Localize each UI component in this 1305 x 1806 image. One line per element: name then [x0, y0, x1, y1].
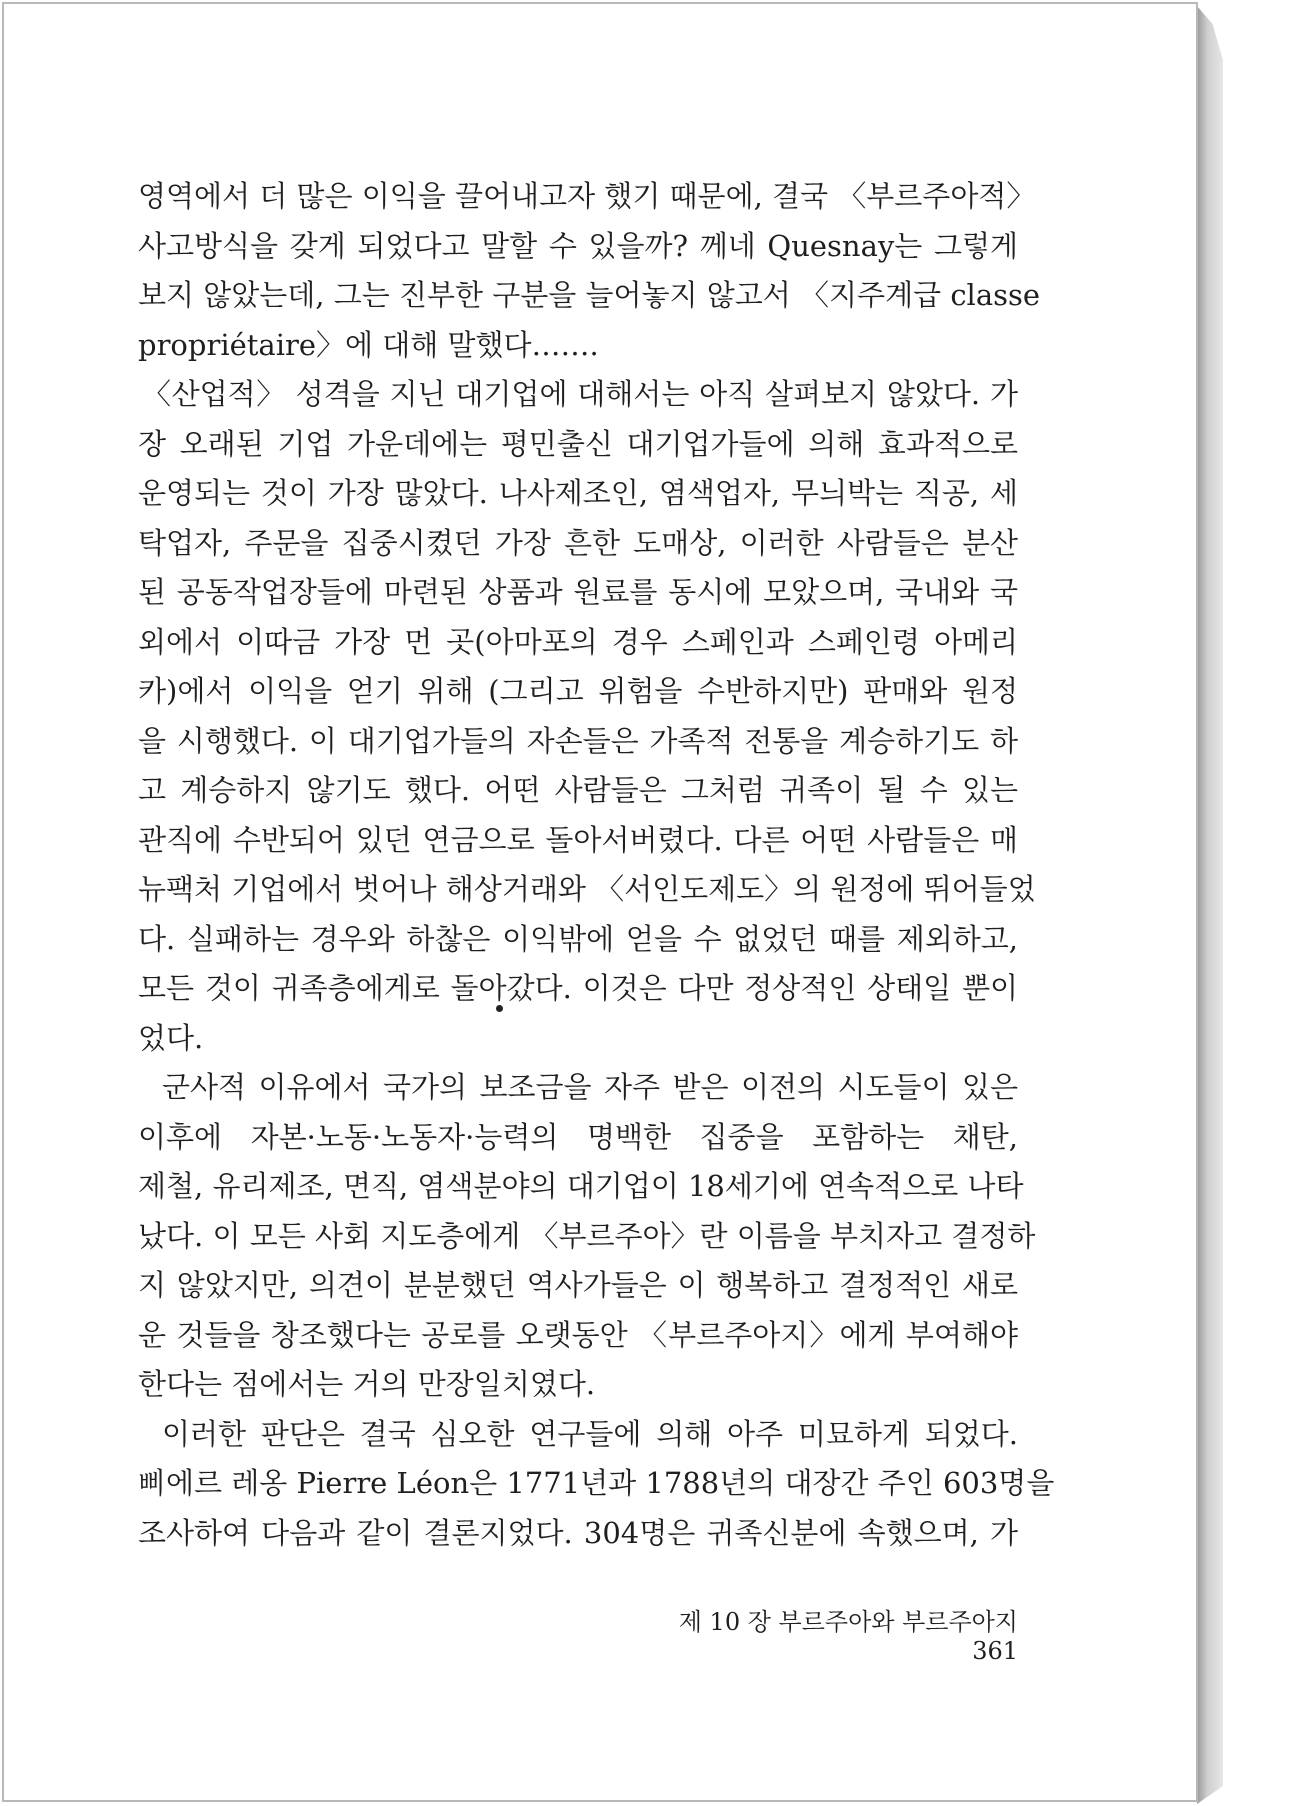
body-text — [138, 172, 1055, 1558]
text-line: 된 공동작업장들에 마련된 상품과 원료를 동시에 모았으며, 국내와 국 — [138, 575, 1018, 609]
text-line: 탁업자, 주문을 집중시켰던 가장 흔한 도매상, 이러한 사람들은 분산 — [138, 525, 1018, 560]
text-line: 삐에르 레옹 Pierre Léon은 1771년과 1788년의 대장간 주인 603명을 — [138, 1466, 1055, 1500]
text-line: 한다는 점에서는 거의 만장일치였다. — [138, 1367, 596, 1401]
text-line: 조사하여 다음과 같이 결론지었다. 304명은 귀족신분에 속했으며, 가 — [138, 1515, 1018, 1550]
text-line: 카)에서 이익을 얻기 위해 (그리고 위험을 수반하지만) 판매와 원정 — [138, 674, 1018, 708]
text-line: 보지 않았는데, 그는 진부한 구분을 늘어놓지 않고서 〈지주계급 classe — [138, 278, 1041, 312]
text-line: 이러한 판단은 결국 심오한 연구들에 의해 아주 미묘하게 되었다. — [162, 1416, 1018, 1451]
text-line: 영역에서 더 많은 이익을 끌어내고자 했기 때문에, 결국 〈부르주아적〉 — [138, 179, 1036, 213]
page-footer — [644, 1602, 1018, 1665]
text-line: 장 오래된 기업 가운데에는 평민출신 대기업가들에 의해 효과적으로 — [138, 426, 1018, 461]
text-line: propriétaire〉에 대해 말했다……. — [138, 327, 599, 362]
text-line: 었다. — [138, 1020, 204, 1055]
text-line: 관직에 수반되어 있던 연금으로 돌아서버렸다. 다른 어떤 사람들은 매 — [138, 822, 1018, 857]
text-line: 뉴팩처 기업에서 벗어나 해상거래와 〈서인도제도〉의 원정에 뛰어들었 — [138, 872, 1036, 906]
text-line: 모든 것이 귀족층에게로 돌아갔다. 이것은 다만 정상적인 상태일 뿐이 — [138, 971, 1018, 1005]
page-number: 361 — [972, 1637, 1018, 1665]
book-page — [2, 2, 1198, 1802]
text-line: 〈산업적〉 성격을 지닌 대기업에 대해서는 아직 살펴보지 않았다. 가 — [142, 377, 1018, 411]
text-line: 지 않았지만, 의견이 분분했던 역사가들은 이 행복하고 결정적인 새로 — [138, 1268, 1018, 1302]
text-line: 군사적 이유에서 국가의 보조금을 자주 받은 이전의 시도들이 있은 — [162, 1070, 1018, 1104]
text-line: 났다. 이 모든 사회 지도층에게 〈부르주아〉란 이름을 부치자고 결정하 — [138, 1218, 1036, 1253]
text-line: 고 계승하지 않기도 했다. 어떤 사람들은 그처럼 귀족이 될 수 있는 — [138, 773, 1018, 807]
text-line: 제철, 유리제조, 면직, 염색분야의 대기업이 18세기에 연속적으로 나타 — [138, 1169, 1024, 1203]
text-line: 이후에 자본·노동·노동자·능력의 명백한 집중을 포함하는 채탄, — [138, 1119, 1018, 1154]
page-edge-shadow — [1197, 6, 1223, 1804]
running-head: 제 10 장 부르주아와 부르주아지 — [678, 1608, 1018, 1636]
text-line: 다. 실패하는 경우와 하찮은 이익밖에 얻을 수 없었던 때를 제외하고, — [138, 921, 1018, 956]
text-line: 운 것들을 창조했다는 공로를 오랫동안 〈부르주아지〉에게 부여해야 — [138, 1317, 1018, 1352]
ink-dot-mark — [496, 1005, 503, 1012]
text-line: 외에서 이따금 가장 먼 곳(아마포의 경우 스페인과 스페인령 아메리 — [138, 624, 1018, 659]
text-line: 사고방식을 갖게 되었다고 말할 수 있을까? 께네 Quesnay는 그렇게 — [138, 228, 1018, 263]
text-line: 운영되는 것이 가장 많았다. 나사제조인, 염색업자, 무늬박는 직공, 세 — [138, 476, 1018, 510]
text-line: 을 시행했다. 이 대기업가들의 자손들은 가족적 전통을 계승하기도 하 — [138, 723, 1018, 758]
